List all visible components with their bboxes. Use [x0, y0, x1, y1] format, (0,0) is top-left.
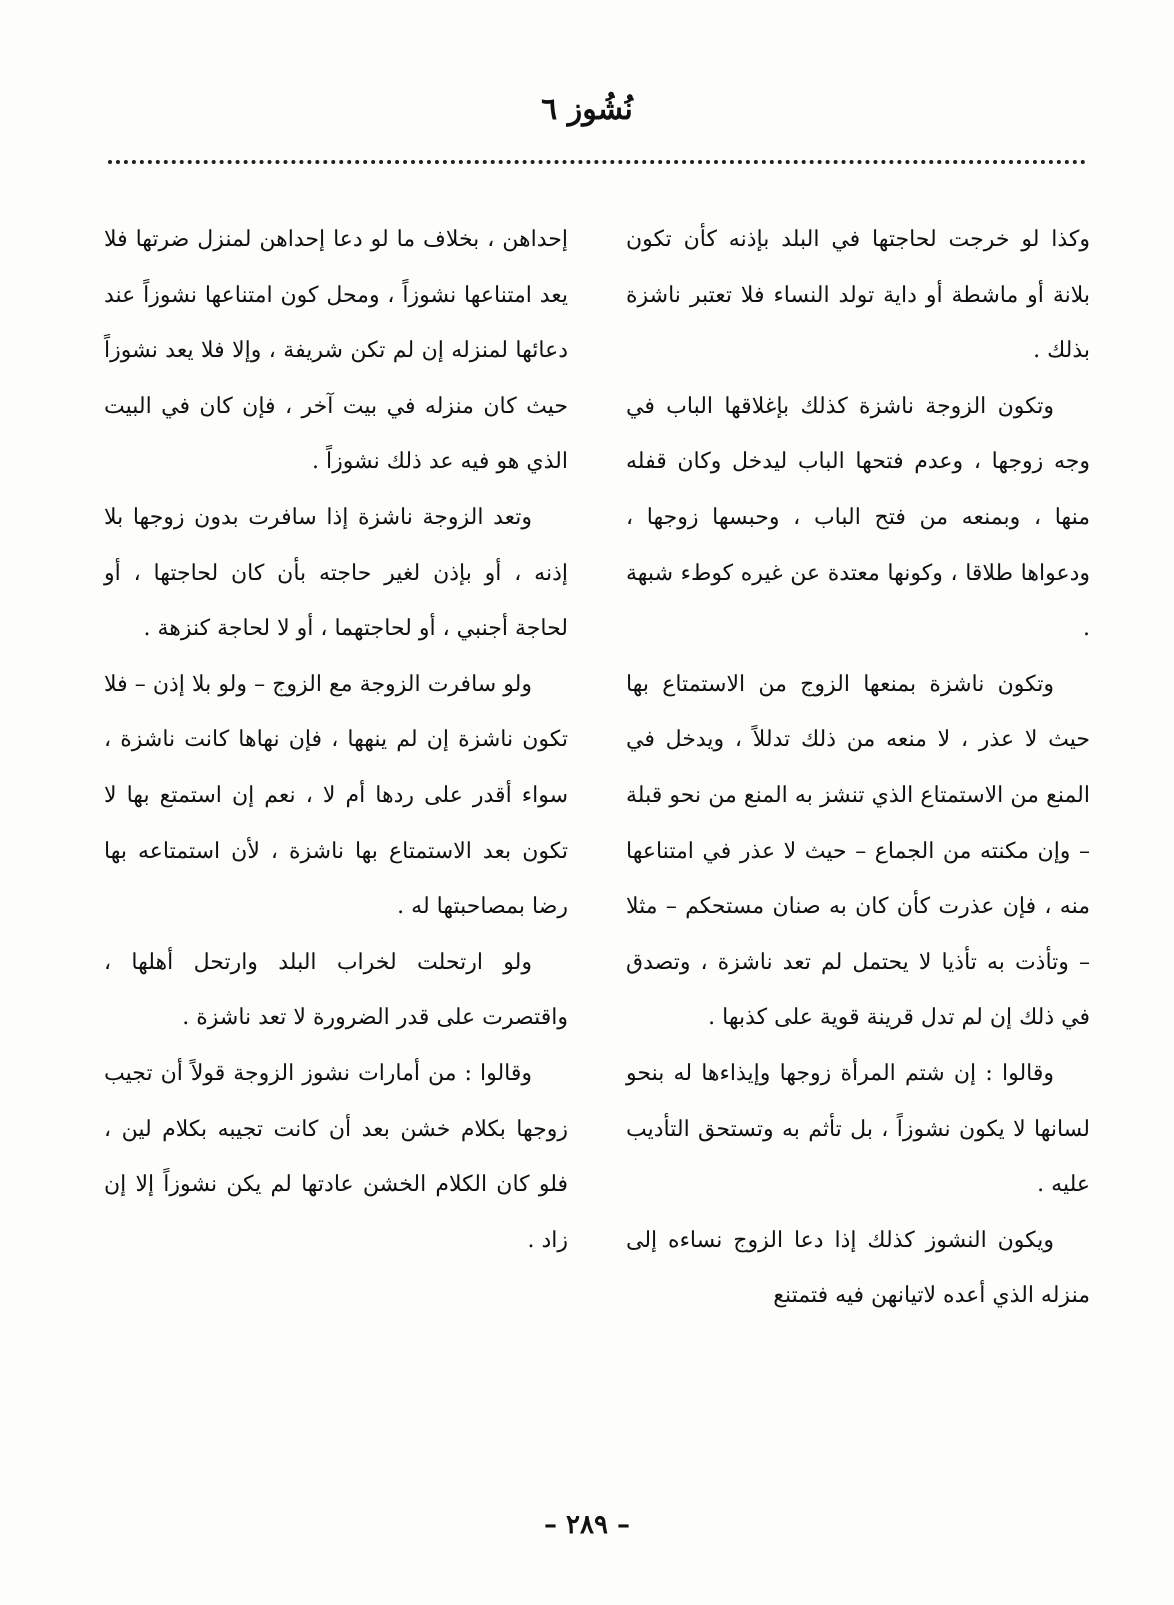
paragraph: إحداهن ، بخلاف ما لو دعا إحداهن لمنزل ضرتها فلا يعد امتناعها نشوزاً ، ومحل كون امتناعها نشوزاً عند دعائها لمنزله إن لم تكن شريفة ، وإلا فلا يعد نشوزاً حيث كان منزله في بيت آخر ، فإن كان في البيت الذي هو فيه عد ذلك نشوزاً .	[104, 227, 568, 475]
page-number: – ٢٨٩ –	[543, 1510, 631, 1540]
header-divider	[108, 160, 1086, 164]
text-columns	[104, 212, 1090, 1432]
paragraph: وقالوا : من أمارات نشوز الزوجة قولاً أن تجيب زوجها بكلام خشن بعد أن كانت تجيبه بكلام لين ، فلو كان الكلام الخشن عادتها لم يكن نشوزاً إلا إن زاد .	[104, 1060, 568, 1253]
left-column	[104, 212, 568, 1432]
page-title: نُشُوز ٦	[541, 92, 633, 127]
paragraph: وتكون ناشزة بمنعها الزوج من الاستمتاع بها حيث لا عذر ، لا منعه من ذلك تدللاً ، ويدخل في المنع من الاستمتاع الذي تنشز به المنع من نحو قبلة – وإن مكنته من الجماع – حيث لا عذر في امتناعها منه ، فإن عذرت كأن كان به صنان مستحكم – مثلا – وتأذت به تأذيا لا يحتمل لم تعد ناشزة ، وتصدق في ذلك إن لم تدل قرينة قوية على كذبها .	[626, 671, 1090, 1031]
paragraph: وتعد الزوجة ناشزة إذا سافرت بدون زوجها بلا إذنه ، أو بإذن لغير حاجته بأن كان لحاجتها ، أو لحاجة أجنبي ، أو لحاجتهما ، أو لا لحاجة كنزهة .	[104, 504, 568, 642]
right-column	[626, 212, 1090, 1432]
paragraph: وتكون الزوجة ناشزة كذلك بإغلاقها الباب في وجه زوجها ، وعدم فتحها الباب ليدخل وكان قفله منها ، وبمنعه من فتح الباب ، وحبسها زوجها ، ودعواها طلاقا ، وكونها معتدة عن غيره كوطء شبهة .	[626, 393, 1090, 642]
page-header	[0, 92, 1174, 127]
paragraph: وكذا لو خرجت لحاجتها في البلد بإذنه كأن تكون بلانة أو ماشطة أو داية تولد النساء فلا تعتبر ناشزة بذلك .	[626, 227, 1090, 364]
paragraph: ولو ارتحلت لخراب البلد وارتحل أهلها ، واقتصرت على قدر الضرورة لا تعد ناشزة .	[104, 949, 568, 1031]
paragraph: وقالوا : إن شتم المرأة زوجها وإيذاءها له بنحو لسانها لا يكون نشوزاً ، بل تأثم به وتستحق التأديب عليه .	[626, 1060, 1090, 1198]
paragraph: ويكون النشوز كذلك إذا دعا الزوج نساءه إلى منزله الذي أعده لاتيانهن فيه فتمتنع	[626, 1227, 1090, 1309]
paragraph: ولو سافرت الزوجة مع الزوج – ولو بلا إذن – فلا تكون ناشزة إن لم ينهها ، فإن نهاها كانت ناشزة ، سواء أقدر على ردها أم لا ، نعم إن استمتع بها لا تكون بعد الاستمتاع بها ناشزة ، لأن استمتاعه بها رضا بمصاحبتها له .	[104, 671, 568, 920]
